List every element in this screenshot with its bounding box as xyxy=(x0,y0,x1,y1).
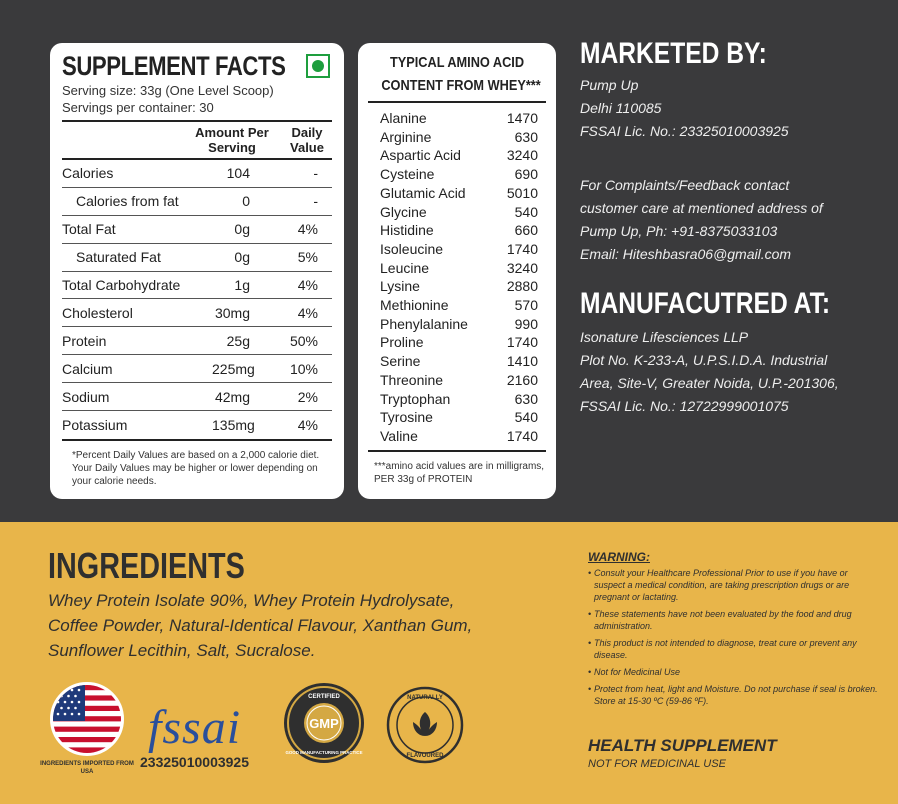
nutrient-amount: 0 xyxy=(242,193,250,210)
amino-name: Methionine xyxy=(380,297,449,314)
amino-acid-card xyxy=(358,43,556,499)
nutrient-daily-value: 10% xyxy=(289,360,318,377)
nutrient-name: Calories xyxy=(62,165,114,182)
facts-row xyxy=(62,272,332,300)
amino-value: 3240 xyxy=(506,147,538,164)
amino-value: 660 xyxy=(514,222,538,239)
fssai-number: 23325010003925 xyxy=(140,754,250,770)
amino-value: 3240 xyxy=(506,259,538,276)
amino-name: Proline xyxy=(380,334,424,351)
servings-per-container: Servings per container: 30 xyxy=(62,100,214,115)
amino-row xyxy=(368,240,546,259)
nutrient-amount: 135mg xyxy=(212,416,255,433)
marketed-line: Pump Up xyxy=(580,77,639,93)
nutrient-amount: 0g xyxy=(234,249,250,266)
facts-row xyxy=(62,383,332,411)
nat-bottom-label: FLAVOURED xyxy=(406,753,444,759)
amino-value: 570 xyxy=(514,297,538,314)
facts-row xyxy=(62,244,332,272)
facts-row xyxy=(62,160,332,188)
nutrient-daily-value: 50% xyxy=(289,332,318,349)
nutrient-amount: 30mg xyxy=(214,304,250,321)
naturally-flavoured-icon xyxy=(386,686,464,764)
amino-row xyxy=(368,128,546,147)
amino-name: Phenylalanine xyxy=(380,315,468,332)
gmp-label: GMP xyxy=(309,716,339,731)
complaint-line: Email: Hiteshbasra06@gmail.com xyxy=(580,246,792,262)
nutrient-daily-value: 4% xyxy=(297,277,318,293)
nutrient-daily-value: 4% xyxy=(297,416,318,433)
warning-item: • These statements have not been evaluated by the food and drug administration. xyxy=(588,608,878,632)
amino-row xyxy=(368,371,546,390)
complaint-line: For Complaints/Feedback contact xyxy=(580,177,790,193)
amount-header: Amount Per Serving xyxy=(195,125,269,155)
warning-item: • This product is not intended to diagnose, treat cure or prevent any disease. xyxy=(588,637,878,661)
amino-row xyxy=(368,390,546,409)
amino-row xyxy=(368,352,546,371)
marketed-title: MARKETED BY: xyxy=(580,37,767,70)
amino-value: 990 xyxy=(514,315,538,332)
nutrient-daily-value: - xyxy=(313,165,318,182)
gmp-badge-icon xyxy=(283,682,365,764)
health-supplement-subtitle: NOT FOR MEDICINAL USE xyxy=(588,758,726,770)
nutrient-amount: 1g xyxy=(234,277,250,293)
gmp-top-label: CERTIFIED xyxy=(308,694,340,700)
amino-row xyxy=(368,427,546,446)
nutrient-daily-value: - xyxy=(313,193,318,210)
nutrient-amount: 104 xyxy=(226,165,250,182)
amino-value: 630 xyxy=(514,390,538,407)
facts-header xyxy=(62,120,332,160)
warning-title: WARNING: xyxy=(588,550,650,564)
manufactured-line: FSSAI Lic. No.: 12722999001075 xyxy=(580,398,789,414)
warning-block xyxy=(588,550,878,712)
marketed-line: FSSAI Lic. No.: 23325010003925 xyxy=(580,123,789,139)
manufactured-line: Isonature Lifesciences LLP xyxy=(580,329,749,345)
nutrient-name: Total Carbohydrate xyxy=(62,277,181,293)
amino-name: Aspartic Acid xyxy=(380,147,461,164)
amino-value: 1470 xyxy=(506,110,538,126)
amino-name: Glycine xyxy=(380,203,427,220)
nutrient-name: Calcium xyxy=(62,360,113,377)
amino-value: 1740 xyxy=(506,334,538,351)
amino-row xyxy=(368,109,546,128)
amino-value: 1740 xyxy=(506,427,538,444)
company-info xyxy=(580,36,880,418)
facts-row xyxy=(62,327,332,355)
amino-row xyxy=(368,146,546,165)
facts-row xyxy=(62,216,332,244)
amino-row xyxy=(368,221,546,240)
nutrient-daily-value: 5% xyxy=(297,249,318,266)
amino-value: 540 xyxy=(514,203,538,220)
warning-item: • Not for Medicinal Use xyxy=(588,666,878,678)
nutrient-amount: 0g xyxy=(234,221,250,238)
nutrient-name: Calories from fat xyxy=(76,193,179,210)
amino-name: Cysteine xyxy=(380,166,435,183)
amino-value: 690 xyxy=(514,166,538,183)
amino-row xyxy=(368,315,546,334)
amino-name: Valine xyxy=(380,427,418,444)
nat-top-label: NATURALLY xyxy=(407,695,443,701)
amino-name: Histidine xyxy=(380,222,434,239)
facts-row xyxy=(62,411,332,439)
nutrient-name: Potassium xyxy=(62,416,128,433)
ingredients-title: INGREDIENTS xyxy=(48,545,245,586)
facts-row xyxy=(62,188,332,216)
nutrient-name: Saturated Fat xyxy=(76,249,161,266)
amino-value: 5010 xyxy=(506,184,538,201)
serving-size: Serving size: 33g (One Level Scoop) xyxy=(62,83,274,98)
amino-row xyxy=(368,184,546,203)
amino-row xyxy=(368,259,546,278)
nutrient-name: Total Fat xyxy=(62,221,116,238)
amino-name: Leucine xyxy=(380,259,430,276)
manufactured-line: Area, Site-V, Greater Noida, U.P.-201306, xyxy=(580,375,839,391)
usa-flag-icon xyxy=(50,682,124,756)
facts-row xyxy=(62,355,332,383)
amino-name: Lysine xyxy=(380,278,420,295)
amino-value: 540 xyxy=(514,409,538,426)
amino-row xyxy=(368,333,546,352)
complaint-line: customer care at mentioned address of xyxy=(580,200,823,216)
amino-value: 1740 xyxy=(506,240,538,257)
amino-row xyxy=(368,296,546,315)
nutrient-amount: 25g xyxy=(226,332,250,349)
amino-name: Arginine xyxy=(380,128,432,145)
nutrient-name: Sodium xyxy=(62,388,110,405)
manufactured-title: MANUFACUTRED AT: xyxy=(580,287,831,320)
amino-row xyxy=(368,277,546,296)
amino-name: Tyrosine xyxy=(380,409,433,426)
nutrient-name: Cholesterol xyxy=(62,304,133,321)
nutrient-amount: 42mg xyxy=(214,388,250,405)
daily-value-header: Daily Value xyxy=(290,125,324,155)
amino-row xyxy=(368,165,546,184)
amino-name: Serine xyxy=(380,353,421,370)
supplement-facts-title: SUPPLEMENT FACTS xyxy=(62,51,286,81)
marketed-line: Delhi 110085 xyxy=(580,100,662,116)
ingredients-text: Whey Protein Isolate 90%, Whey Protein Hydrolysate, Coffee Powder, Natural-Identical Flavour, Xanthan Gum, Sunflower Lecithin, Salt, Sucralose. xyxy=(48,591,473,660)
amino-title-line2: CONTENT FROM WHEY*** xyxy=(381,77,541,94)
nutrient-daily-value: 4% xyxy=(297,221,318,238)
facts-footnote: *Percent Daily Values are based on a 2,000 calorie diet. Your Daily Values may be higher or lower depending on your calorie needs. xyxy=(72,449,320,487)
health-supplement-title: HEALTH SUPPLEMENT xyxy=(588,736,777,755)
supplement-facts-card xyxy=(50,43,344,499)
gmp-ring-label: GOOD MANUFACTURING PRACTICE xyxy=(285,750,363,755)
manufactured-line: Plot No. K-233-A, U.P.S.I.D.A. Industrial xyxy=(580,352,828,368)
complaint-line: Pump Up, Ph: +91-8375033103 xyxy=(580,223,778,239)
nutrient-daily-value: 2% xyxy=(297,388,318,405)
amino-value: 2160 xyxy=(506,371,538,388)
amino-name: Tryptophan xyxy=(380,390,451,407)
amino-row xyxy=(368,203,546,222)
amino-name: Alanine xyxy=(380,110,427,126)
amino-name: Threonine xyxy=(380,371,444,388)
amino-title-line1: TYPICAL AMINO ACID xyxy=(389,54,525,71)
amino-rows xyxy=(368,109,546,452)
amino-value: 630 xyxy=(514,128,538,145)
nutrient-amount: 225mg xyxy=(212,360,255,377)
flag-caption: INGREDIENTS IMPORTED FROM USA xyxy=(40,761,134,775)
amino-value: 2880 xyxy=(506,278,538,295)
veg-mark-icon xyxy=(306,54,330,78)
fssai-logo: fssai xyxy=(148,701,242,754)
nutrient-name: Protein xyxy=(62,332,107,349)
facts-rows xyxy=(62,160,332,441)
amino-value: 1410 xyxy=(506,353,538,370)
warning-list xyxy=(588,567,878,707)
facts-row xyxy=(62,299,332,327)
amino-name: Isoleucine xyxy=(380,240,444,257)
amino-name: Glutamic Acid xyxy=(380,184,466,201)
warning-item: • Protect from heat, light and Moisture. Do not purchase if seal is broken. Store at 15-30 ºC (59-86 ºF). xyxy=(588,683,878,707)
nutrient-daily-value: 4% xyxy=(297,304,318,321)
amino-row xyxy=(368,408,546,427)
amino-footnote: ***amino acid values are in milligrams, PER 33g of PROTEIN xyxy=(374,460,545,485)
warning-item: • Consult your Healthcare Professional Prior to use if you have or suspect a medical condition, are taking prescription drugs or are pregnant or lactating. xyxy=(588,567,878,603)
